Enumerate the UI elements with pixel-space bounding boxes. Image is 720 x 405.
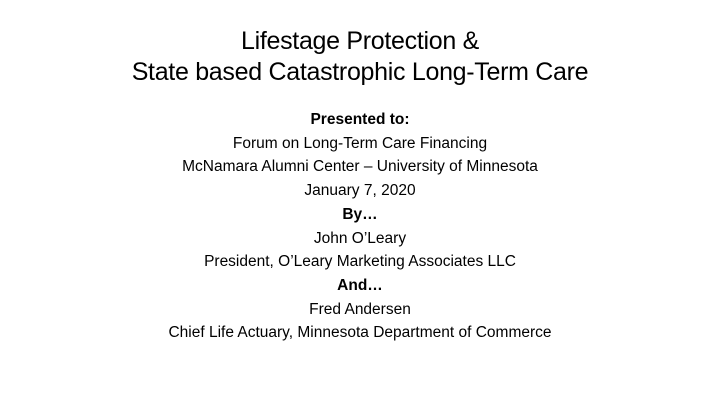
presenter-2-title: Chief Life Actuary, Minnesota Department of Commerce <box>168 324 552 342</box>
title-line-1: Lifestage Protection & <box>241 27 479 55</box>
presentation-date: January 7, 2020 <box>304 182 416 200</box>
presented-to-label: Presented to: <box>310 111 410 128</box>
and-label: And… <box>337 276 383 294</box>
by-label: By… <box>342 205 378 223</box>
venue-name: McNamara Alumni Center – University of Minnesota <box>182 158 538 176</box>
presenter-1-name: John O’Leary <box>313 229 407 247</box>
slide-title <box>0 26 720 88</box>
slide-body <box>0 108 720 345</box>
presenter-1-title: President, O’Leary Marketing Associates LLC <box>204 253 516 271</box>
forum-name: Forum on Long-Term Care Financing <box>232 134 488 152</box>
presenter-2-name: Fred Andersen <box>309 300 411 318</box>
title-line-2: State based Catastrophic Long-Term Care <box>131 58 589 86</box>
